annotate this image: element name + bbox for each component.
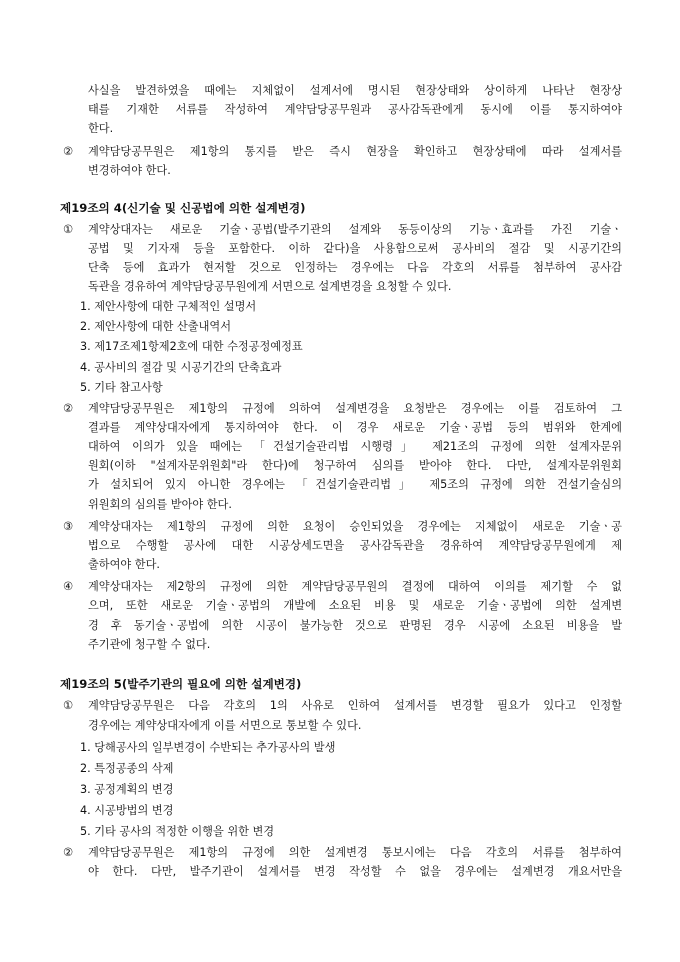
paragraph-number: ①: [63, 223, 74, 236]
paragraph-line: 계약상대자는 제1항의 규정에 의한 요청이 승인되었을 경우에는 지체없이 새로운 기술ㆍ공: [88, 520, 622, 533]
article-19-4-title: 제19조의 4(신기술 및 신공법에 의한 설계변경): [60, 201, 306, 215]
paragraph-line: 독관을 경유하여 계약담당공무원에게 서면으로 설계변경을 요청할 수 있다.: [88, 280, 452, 293]
paragraph-number: ②: [63, 145, 74, 158]
list-item: 3. 제17조제1항제2호에 대한 수정공정예정표: [80, 340, 303, 353]
paragraph-line: 한다.: [88, 122, 114, 135]
paragraph-line: 단축 등에 효과가 현저할 것으로 인정하는 경우에는 다음 각호의 서류를 첨부하여 공사감: [88, 261, 622, 274]
paragraph-line: 경 후 동기술ㆍ공법에 의한 시공이 불가능한 것으로 판명된 경우 시공에 소요된 비용을 발: [88, 619, 622, 632]
list-item: 4. 공사비의 절감 및 시공기간의 단축효과: [80, 361, 282, 374]
list-item: 2. 특정공종의 삭제: [80, 762, 174, 775]
paragraph-line: 변경하여야 한다.: [88, 164, 171, 177]
list-item: 1. 당해공사의 일부변경이 수반되는 추가공사의 발생: [80, 741, 336, 754]
list-item: 2. 제안사항에 대한 산출내역서: [80, 320, 232, 333]
list-item: 1. 제안사항에 대한 구체적인 설명서: [80, 300, 257, 313]
paragraph-line: 계약담당공무원은 제1항의 규정에 의한 설계변경 통보시에는 다음 각호의 서류를 첨부하여: [88, 846, 622, 859]
paragraph-line: 계약담당공무원은 제1항의 규정에 의하여 설계변경을 요청받은 경우에는 이를 검토하여 그: [88, 402, 622, 415]
paragraph-number: ②: [63, 846, 74, 859]
paragraph-line: 원회(이하 "설계자문위원회"라 한다)에 청구하여 심의를 받아야 한다. 다만, 설계자문위원회: [88, 459, 622, 472]
article-19-5-title: 제19조의 5(발주기관의 필요에 의한 설계변경): [60, 677, 302, 691]
paragraph-line: 경우에는 계약상대자에게 이를 서면으로 통보할 수 있다.: [88, 719, 362, 732]
list-item: 5. 기타 공사의 적정한 이행을 위한 변경: [80, 825, 275, 838]
paragraph-line: 위원회의 심의를 받아야 한다.: [88, 498, 232, 511]
paragraph-line: 태를 기재한 서류를 작성하여 계약담당공무원과 공사감독관에게 동시에 이를 통지하여야: [88, 103, 622, 116]
paragraph-line: 야 한다. 다만, 발주기관이 설계서를 변경 작성할 수 없을 경우에는 설계변경 개요서만을: [88, 865, 622, 878]
list-item: 3. 공정계획의 변경: [80, 783, 174, 796]
paragraph-line: 대하여 이의가 있을 때에는 「건설기술관리법 시행령」 제21조의 규정에 의한 설계자문위: [88, 440, 622, 453]
paragraph-number: ④: [63, 580, 74, 593]
paragraph-line: 공법 및 기자재 등을 포함한다. 이하 같다)을 사용함으로써 공사비의 절감 및 시공기간의: [88, 242, 622, 255]
list-item: 4. 시공방법의 변경: [80, 804, 174, 817]
paragraph-line: 계약담당공무원은 제1항의 통지를 받은 즉시 현장을 확인하고 현장상태에 따라 설계서를: [88, 145, 622, 158]
paragraph-line: 계약상대자는 새로운 기술ㆍ공법(발주기관의 설계와 동등이상의 기능ㆍ효과를 가진 기술ㆍ: [88, 223, 622, 236]
paragraph-number: ③: [63, 520, 74, 533]
paragraph-line: 가 설치되어 있지 아니한 경우에는 「건설기술관리법」 제5조의 규정에 의한 건설기술심의: [88, 478, 622, 491]
paragraph-line: 계약담당공무원은 다음 각호의 1의 사유로 인하여 설계서를 변경할 필요가 있다고 인정할: [88, 699, 622, 712]
paragraph-line: 사실을 발견하였을 때에는 지체없이 설계서에 명시된 현장상태와 상이하게 나타난 현장상: [88, 84, 622, 97]
paragraph-line: 결과를 계약상대자에게 통지하여야 한다. 이 경우 새로운 기술ㆍ공법 등의 범위와 한계에: [88, 421, 622, 434]
paragraph-number: ②: [63, 402, 74, 415]
list-item: 5. 기타 참고사항: [80, 381, 163, 394]
paragraph-line: 법으로 수행할 공사에 대한 시공상세도면을 공사감독관을 경유하여 계약담당공무원에게 제: [88, 539, 622, 552]
paragraph-line: 으며, 또한 새로운 기술ㆍ공법의 개발에 소요된 비용 및 새로운 기술ㆍ공법에 의한 설계변: [88, 599, 622, 612]
paragraph-line: 계약상대자는 제2항의 규정에 의한 계약담당공무원의 결정에 대하여 이의를 제기할 수 없: [88, 580, 622, 593]
paragraph-number: ①: [63, 699, 74, 712]
paragraph-line: 출하여야 한다.: [88, 558, 160, 571]
paragraph-line: 주기관에 청구할 수 없다.: [88, 638, 211, 651]
